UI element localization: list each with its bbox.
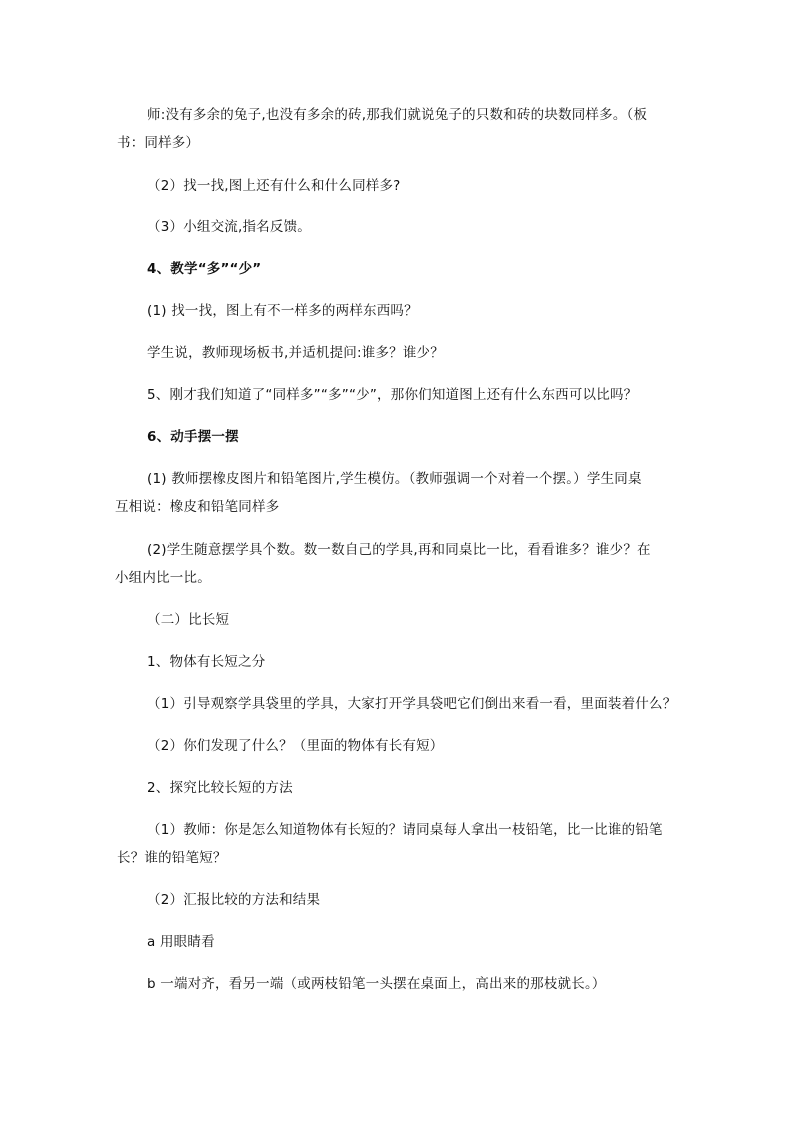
heading-hands-on <box>147 423 239 451</box>
paragraph-what-found <box>147 732 444 760</box>
text-line: （1）引导观察学具袋里的学具，大家打开学具袋吧它们倒出来看一看，里面装着什么？ <box>147 696 677 712</box>
text-line: （3）小组交流,指名反馈。 <box>147 219 311 235</box>
text-line: （2）找一找,图上还有什么和什么同样多? <box>147 178 401 194</box>
paragraph-find-different <box>147 297 418 325</box>
text-line: (1) 教师摆橡皮图片和铅笔图片,学生模仿。（教师强调一个对着一个摆。）学生同桌 <box>147 471 642 487</box>
paragraph-teacher-question <box>117 816 663 872</box>
text-line: （2）你们发现了什么？（里面的物体有长有短） <box>147 738 444 754</box>
text-line: a 用眼睛看 <box>147 934 215 950</box>
text-line: (2)学生随意摆学具个数。数一数自己的学具,再和同桌比一比，看看谁多？谁少？在 <box>147 542 651 558</box>
text-line: 5、刚才我们知道了“同样多”“多”“少”，那你们知道图上还有什么东西可以比吗？ <box>147 387 638 403</box>
paragraph-group-exchange <box>147 213 311 241</box>
paragraph-observe-bag <box>147 690 676 718</box>
text-line: 书：同样多） <box>117 135 200 151</box>
paragraph-teacher-same-amount <box>117 101 648 157</box>
text-line: b 一端对齐，看另一端（或两枝铅笔一头摆在桌面上，高出来的那枝就长。） <box>147 976 606 992</box>
paragraph-length-difference <box>147 648 265 676</box>
paragraph-report-method <box>147 886 320 914</box>
text-line: （1）教师：你是怎么知道物体有长短的？请同桌每人拿出一枝铅笔，比一比谁的铅笔 <box>147 822 663 838</box>
text-line: 长？谁的铅笔短？ <box>117 850 227 866</box>
paragraph-compare-more <box>147 381 637 409</box>
paragraph-explore-method <box>147 774 293 802</box>
text-line: (1) 找一找，图上有不一样多的两样东西吗？ <box>147 303 418 319</box>
text-line: （二）比长短 <box>147 612 230 628</box>
paragraph-student-says <box>147 339 444 367</box>
text-line: 互相说：橡皮和铅笔同样多 <box>115 499 280 515</box>
text-line: 学生说，教师现场板书,并适机提问:谁多？谁少？ <box>147 345 444 361</box>
text-line: 小组内比一比。 <box>115 570 211 586</box>
text-line: 师:没有多余的兔子,也没有多余的砖,那我们就说兔子的只数和砖的块数同样多。（板 <box>147 107 648 123</box>
text-line: 6、动手摆一摆 <box>147 429 239 445</box>
heading-teach-more-less <box>147 255 261 283</box>
heading-compare-length <box>147 606 229 634</box>
paragraph-random-stationery <box>115 536 651 592</box>
text-line: 1、物体有长短之分 <box>147 654 266 670</box>
paragraph-align-ends <box>147 970 606 998</box>
paragraph-look-eyes <box>147 928 215 956</box>
text-line: （2）汇报比较的方法和结果 <box>147 892 321 908</box>
text-line: 2、探究比较长短的方法 <box>147 780 293 796</box>
paragraph-eraser-pencil <box>115 465 642 521</box>
text-line: 4、教学“多”“少” <box>147 261 262 277</box>
paragraph-find-same <box>147 172 401 200</box>
